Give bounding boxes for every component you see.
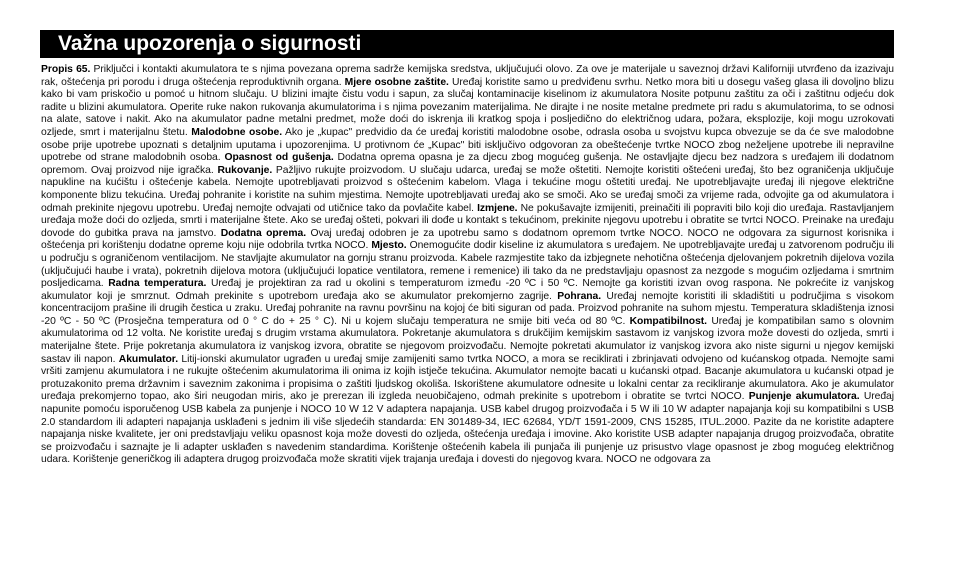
section-text: Litij-ionski akumulator ugrađen u uređaj smije zamijeniti samo tvrtka NOCO, a mora se reciklirati i zbrinjavati odvojeno od kućanskog otpada. Nemojte sami vršiti zamjenu akumulatora i ne rukujte oštećenim akumulatorima ili onima iz kojih istječe tekućina. Akumulator nemojte bacati u kućanski otpad. Bacanje akumulatora u kućanski otpad je protuzakonito prema državnim i saveznim zakonima i propisima o zaštiti ljudskog okoliša. Iskorištene akumulatore odnesite u lokalni centar za recikliranje akumulatora. Ako je akumulator uređaja prekomjerno topao, ako širi neugodan miris, ako je prerezan ili izgleda neuobičajeno, odmah prekinite s upotrebom i obratite se tvrtci NOCO. bbox=[41, 353, 894, 403]
section-text: Priključci i kontakti akumulatora te s njima povezana oprema sadrže kemijska sredstva, uključujući olovo. Za ove je materijale u saveznoj državi Kaliforniji utvrđeno da izazivaju rak, oštećenja pri porodu i druga oštećenja reproduktivnih organa. bbox=[41, 64, 894, 88]
section-text: Uređaj je kompatibilan samo s olovnim akumulatorima od 12 volta. Ne koristite uređaj s drugim vrstama akumulatora. Pokretanje akumulatora s drukčijim kemijskim sastavom iz vanjskog izvora može dovesti do ozljeda, smrti i materijalne štete. Prije pokretanja akumulatora iz vanjskog izvora, obratite se njegovom proizvođaču. Nemojte pokretati akumulator iz vanjskog izvora ako niste sigurni u njegov kemijski sastav ili napon. bbox=[41, 315, 894, 365]
section-text: Ne pokušavajte izmijeniti, preinačiti ili popraviti bilo koji dio uređaja. Rastavljanjem uređaja može doći do ozljeda, smrti i materijalne štete. Ako se uređaj ošteti, pokvari ili dođe u kontakt s tekućinom, prekinite njegovu upotrebu i obratite se tvrtci NOCO. Preinake na uređaju dovode do gubitka prava na jamstvo. bbox=[41, 202, 894, 239]
section-heading: Mjesto. bbox=[371, 240, 407, 252]
section-text: Uređaj napunite pomoću isporučenog USB kabela za punjenje i NOCO 10 W 12 V adaptera napajanja. USB kabel drugog proizvođača i 5 W ili 10 W adapter napajanja koji su kompatibilni s USB 2.0 standardom ili adapteri napajanja usklađeni s jednim ili više sljedećih standarda: EN 301489-34, IEC 62684, YD/T 1591-2009, CNS 15285, ITUL.2000. Pazite da ne koristite adaptere napajanja niske kvalitete, jer oni predstavljaju veliku opasnost koja može dovesti do ozljeda, oštećenja uređaja i imovine. Ako koristite USB adapter napajanja drugog proizvođača, obratite se proizvođaču i saznajte je li adapter usklađen s navedenim standardima. Korištenje oštećenih kabela ili punjača ili punjenje uz prisustvo vlage opasnost je zbog mogućeg električnog udara. Korištenje generičkog ili adaptera drugog proizvođača može skratiti vijek trajanja uređaja i dovesti do njegovog kvara. NOCO ne odgovara za bbox=[41, 391, 894, 466]
section-heading: Opasnost od gušenja. bbox=[224, 152, 334, 164]
section-text: Ako je „kupac" predvidio da će uređaj koristiti malodobne osobe, odrasla osoba u svojstvu kupca obvezuje se da će sve malodobne osobe prije upotrebe upoznati s detaljnim uputama i upozorenjima. U protivnom će „Kupac" biti isključivo odgovoran za obeštećenje tvrtke NOCO zbog neželjene upotrebe ili nepravilne upotrebe od strane malodobnih osoba. bbox=[41, 126, 894, 164]
section-heading: Propis 65. bbox=[41, 64, 91, 75]
section-text: Uređaj koristite samo u predviđenu svrhu. Netko mora biti u dosegu vašeg glasa ili dovoljno blizu kako bi vam priskočio u pomoć u hitnom slučaju. U blizini imajte čistu vodu i sapun, za slučaj kontaminacije kiselinom iz akumulatora Nosite potpunu zaštitu za oči i zaštitnu odjeću dok radite u blizini akumulatora. Operite ruke nakon rukovanja akumulatorima i s njima povezanim materijalima. Ne dirajte i ne nosite metalne predmete pri radu s akumulatorima, to se odnosi na alate, satove i nakit. Ako na akumulator padne metalni predmet, može doći do iskrenja ili kratkog spoja i posljedično do električnog udara, požara, eksplozije, koji mogu uzrokovati ozljede, smrt i materijalnu štetu. bbox=[41, 76, 894, 138]
section-heading: Pohrana. bbox=[557, 290, 602, 302]
body-text bbox=[41, 64, 894, 564]
section-text: Ovaj uređaj odobren je za upotrebu samo s dodatnom opremom tvrtke NOCO. NOCO ne odgovara za sigurnost korisnika i oštećenja pri korištenju dodatne opreme koju nije odobrila tvrtka NOCO. bbox=[41, 227, 894, 252]
section-heading: Kompatibilnost. bbox=[629, 315, 707, 327]
section-heading: Dodatna oprema. bbox=[220, 227, 307, 239]
section-heading: Rukovanje. bbox=[217, 164, 273, 176]
section-heading: Malodobne osobe. bbox=[191, 126, 283, 138]
section-heading: Mjere osobne zaštite. bbox=[344, 76, 449, 88]
section-text: Uređaj je projektiran za rad u okolini s temperaturom između -20 ºC i 50 ºC. Nemojte ga koristiti izvan ovog raspona. Ne pokrećite iz vanjskog akumulator koji je smrznut. Odmah prekinite s upotrebom uređaja ako se akumulator prekomjerno zagrije. bbox=[41, 278, 894, 302]
section-heading: Punjenje akumulatora. bbox=[748, 391, 860, 403]
section-text: Uređaj nemojte koristiti ili skladištiti u područjima s visokom koncentracijom prašine ili drugih čestica u zraku. Uređaj pohranite na ravnu površinu na kojoj će biti siguran od pada. Proizvod pohranite na suhom mjestu. Temperatura skladištenja iznosi -20 ºC - 50 ºC (Prosječna temperatura od 0 ° C do + 25 ° C). Ni u kojem slučaju temperatura ne smije biti veća od 80 ºC. bbox=[41, 290, 894, 327]
section-text: Dodatna oprema opasna je za djecu zbog mogućeg gušenja. Ne ostavljajte djecu bez nadzora s uređajem ili dodatnom opremom. Ovaj proizvod nije igračka. bbox=[41, 152, 894, 176]
section-text: Pažljivo rukujte proizvodom. U slučaju udarca, uređaj se može oštetiti. Nemojte koristiti oštećeni uređaj, što bez ograničenja uključuje napukline na kućištu i oštećenje kabela. Nemojte upotrebljavati proizvod s oštećenim kabelom. Vlaga i tekućine mogu oštetiti uređaj. Ne upotrebljavajte uređaj ili njegove električne komponente blizu tekućina. Uređaj pohranite i koristite na suhim mjestima. Nemojte upotrebljavati uređaj ako se smoči. Ako se uređaj smoči za vrijeme rada, odvojite ga od akumulatora i odmah prekinite njegovu upotrebu. Uređaj nemojte odvajati od utičnice tako da povlačite kabel. bbox=[41, 164, 894, 214]
page-title: Važna upozorenja o sigurnosti bbox=[40, 30, 894, 58]
section-heading: Izmjene. bbox=[477, 202, 518, 214]
section-heading: Radna temperatura. bbox=[108, 278, 207, 290]
section-heading: Akumulator. bbox=[118, 353, 179, 365]
section-text: Onemogućite dodir kiseline iz akumulatora s uređajem. Ne upotrebljavajte uređaj u zatvorenom području ili u području s ograničenom ventilacijom. Ne stavljajte akumulator na gornju stranu proizvoda. Kabele razmjestite tako da izbjegnete nehotična oštećenja djelovanjem pokretnih dijelova vozila (uključujući haube i vrata), pokretnih dijelova motora (uključujući lopatice ventilatora, remene i remenice) ili tako da ne predstavljaju opasnost za nezgode s mogućim ozljedama i smrtnim posljedicama. bbox=[41, 240, 894, 290]
